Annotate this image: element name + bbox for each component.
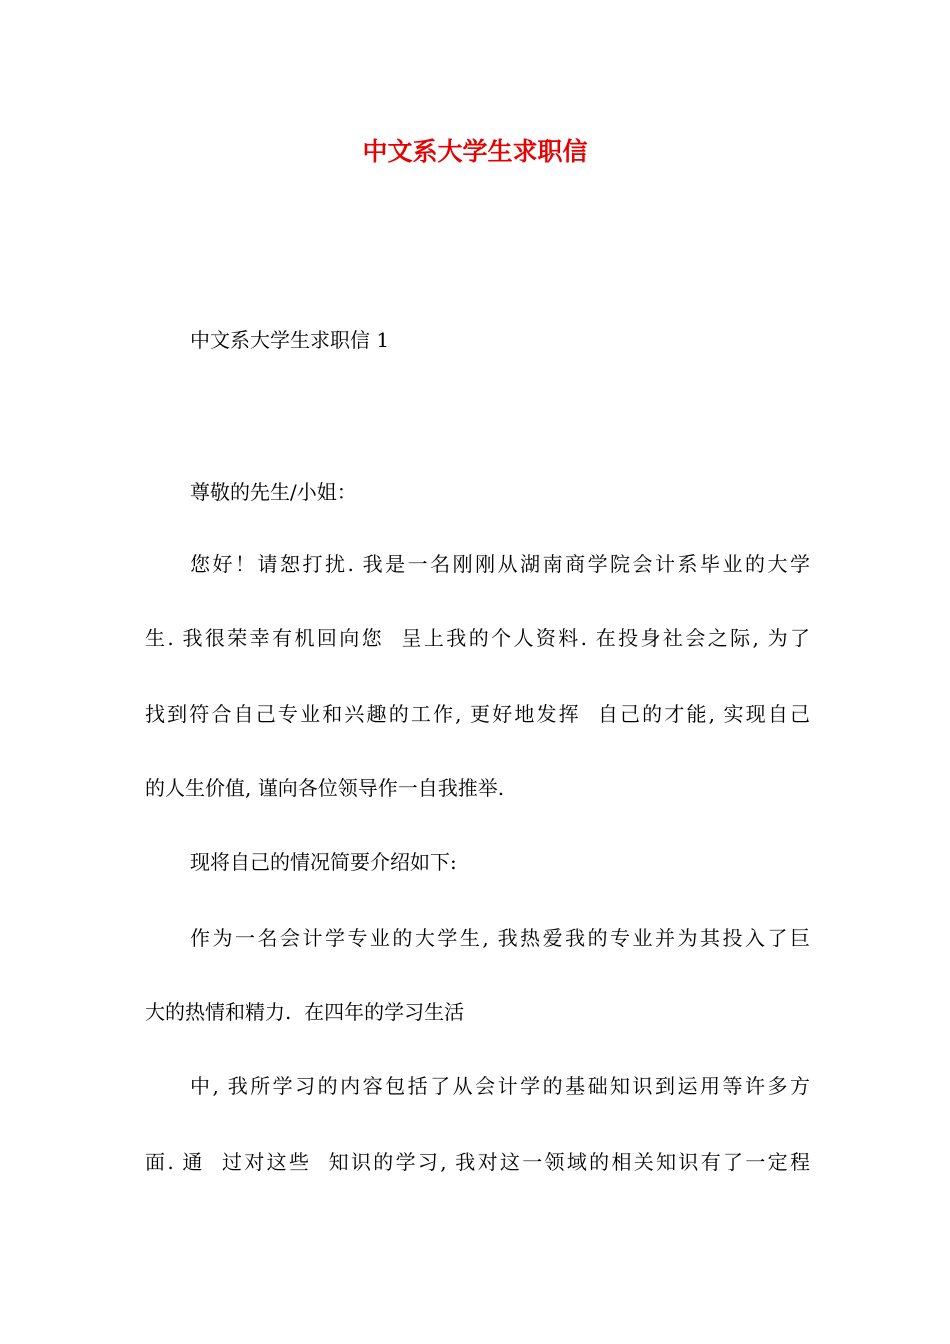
body-line-5: 现将自己的情况简要介绍如下: <box>190 850 457 874</box>
body-line-4: 的人生价值, 谨向各位领导作一自我推举. <box>145 776 505 800</box>
body-line-2: 生. 我很荣幸有机回向您 呈上我的个人资料. 在投身社会之际, 为了 <box>145 626 810 650</box>
body-line-9: 面. 通 过对这些 知识的学习, 我对这一领域的相关知识有了一定程 <box>145 1150 810 1174</box>
body-line-8: 中, 我所学习的内容包括了从会计学的基础知识到运用等许多方 <box>190 1074 810 1098</box>
body-line-1: 您好！请恕打扰. 我是一名刚刚从湖南商学院会计系毕业的大学 <box>190 552 810 576</box>
body-line-6: 作为一名会计学专业的大学生, 我热爱我的专业并为其投入了巨 <box>190 926 810 950</box>
body-line-7: 大的热情和精力. 在四年的学习生活 <box>145 1000 465 1024</box>
document-title: 中文系大学生求职信 <box>362 137 588 166</box>
salutation: 尊敬的先生/小姐： <box>190 480 357 504</box>
section-heading: 中文系大学生求职信 1 <box>190 328 390 352</box>
body-line-3: 找到符合自己专业和兴趣的工作, 更好地发挥 自己的才能, 实现自己 <box>145 702 810 726</box>
